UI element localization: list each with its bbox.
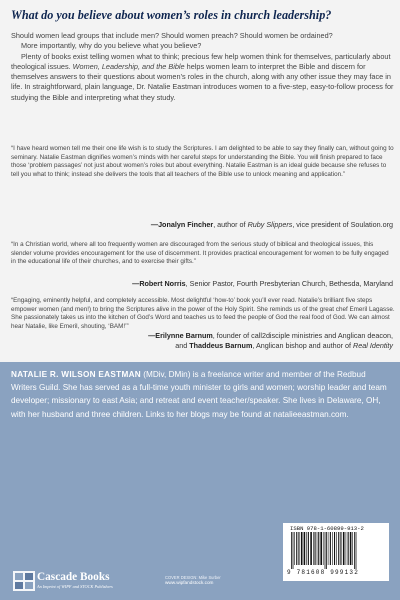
author-name: NATALIE R. WILSON EASTMAN: [11, 370, 141, 379]
endorser-work: Ruby Slippers: [247, 220, 293, 229]
endorser-role: , Senior Pastor, Fourth Presbyterian Church, Bethesda, Maryland: [185, 279, 393, 288]
cover-design-credit: COVER DESIGN: Mike Surber: [165, 575, 221, 580]
barcode-number: 9 781608 999132: [287, 569, 360, 576]
author-bio-text: (MDiv, DMin) is a freelance writer and member of the Redbud Writers Guild. She has served as a full-time youth minister to girls and women; worship leader and team developer; missionary to east Asia; and retreat and event teacher/speaker. She lives in Delaware, OH, with her husband and three children. Links to her blogs may be found at natalieeastman.com.: [11, 370, 387, 419]
publisher-logo: [13, 571, 123, 593]
endorsement-quote-1: [11, 145, 395, 179]
endorser-role: , founder of call2disciple ministries and Anglican deacon,: [212, 331, 393, 340]
intro-text-a: Plenty of books exist telling women what to think; precious few help women think for themselves, particularly about theological issues.: [11, 51, 391, 71]
endorser-role: , author of: [213, 220, 248, 229]
quote-text: “I have heard women tell me their one life wish is to study the Scriptures. I am delighted to be able to say they finally can, without going to seminary. Natalie Eastman dignifies women’s minds with her careful steps for understanding the Bible. You will finish prepared to face those ‘problem passages’ not just about women’s roles but about everything. Natalie Eastman is an ideal guide because she refuses to tell you what to think; instead she delivers the tools that all teachers of the Bible use to unlock meaning and application.”: [11, 145, 394, 178]
endorsement-quote-2: [11, 241, 395, 267]
endorser-role-2: , Anglican bishop and author of: [252, 341, 354, 350]
endorser-line-1: [11, 331, 393, 341]
endorser-name: —Jonalyn Fincher: [150, 220, 214, 229]
barcode: [283, 523, 389, 581]
quote-text: “In a Christian world, where all too frequently women are discouraged from the serious study of biblical and theological issues, this slender volume provides encouragement for the use of discernment. It provides practical encouragement for women to be fully engaged in the educational life of their churches, and to exercise their gifts.”: [11, 241, 389, 266]
endorser-name: —Robert Norris: [132, 279, 186, 288]
endorser-role-cont: , vice president of Soulation.org: [292, 220, 393, 229]
endorser-work-2: Real Identity: [353, 341, 393, 350]
headline: What do you believe about women’s roles in church leadership?: [11, 8, 332, 22]
endorser-name: —Erilynne Barnum: [148, 331, 213, 340]
cascade-books-logo-icon: [13, 571, 35, 591]
endorser-and: and: [175, 341, 190, 350]
barcode-bars: [290, 532, 384, 569]
quote-text: “Engaging, eminently helpful, and completely accessible. Most delightful ‘how-to’ book you’ll ever read. Natalie’s brilliant five steps empower women (and men!) to bring the Scriptures alive in the power of the Holy Spirit. She reminds us of the great chef Emeril Lagasse. She passionately takes us into the kitchen of God’s Word and teaches us to feed the people of God the real food of God. We can almost hear Natalie, like Emeril, shouting, ‘BAM!’”: [11, 297, 395, 330]
isbn-label: ISBN 978-1-60899-913-2: [290, 525, 364, 532]
author-bio: [11, 368, 391, 421]
intro-paragraph-3: [11, 52, 395, 103]
intro-text: [11, 31, 395, 103]
endorsement-quote-3: [11, 297, 395, 331]
publisher-website: www.wipfandstock.com: [165, 580, 214, 585]
intro-paragraph-1: Should women lead groups that include men? Should women preach? Should women be ordained?: [11, 31, 333, 40]
endorsement-attribution-1: [11, 220, 393, 230]
endorsement-attribution-3: [11, 331, 393, 351]
endorsement-attribution-2: [11, 279, 393, 289]
publisher-subtitle: An Imprint of WIPF and STOCK Publishers: [37, 584, 113, 589]
endorser-line-2: [11, 341, 393, 351]
intro-text-b: helps women learn to interpret the Bible and discern for themselves answers to their questions about women’s roles in the church, along with any other issue they may face in life. In straightforward, plain language, Dr. Natalie Eastman introduces women to a five-step, easy-to-follow process for studying the Bible and interpreting what they study.: [11, 61, 394, 102]
intro-paragraph-2: More importantly, why do you believe what you believe?: [21, 41, 202, 51]
book-title: Women, Leadership, and the Bible: [72, 61, 185, 71]
publisher-name: Cascade Books: [37, 571, 110, 583]
endorser-name-2: Thaddeus Barnum: [189, 341, 253, 350]
